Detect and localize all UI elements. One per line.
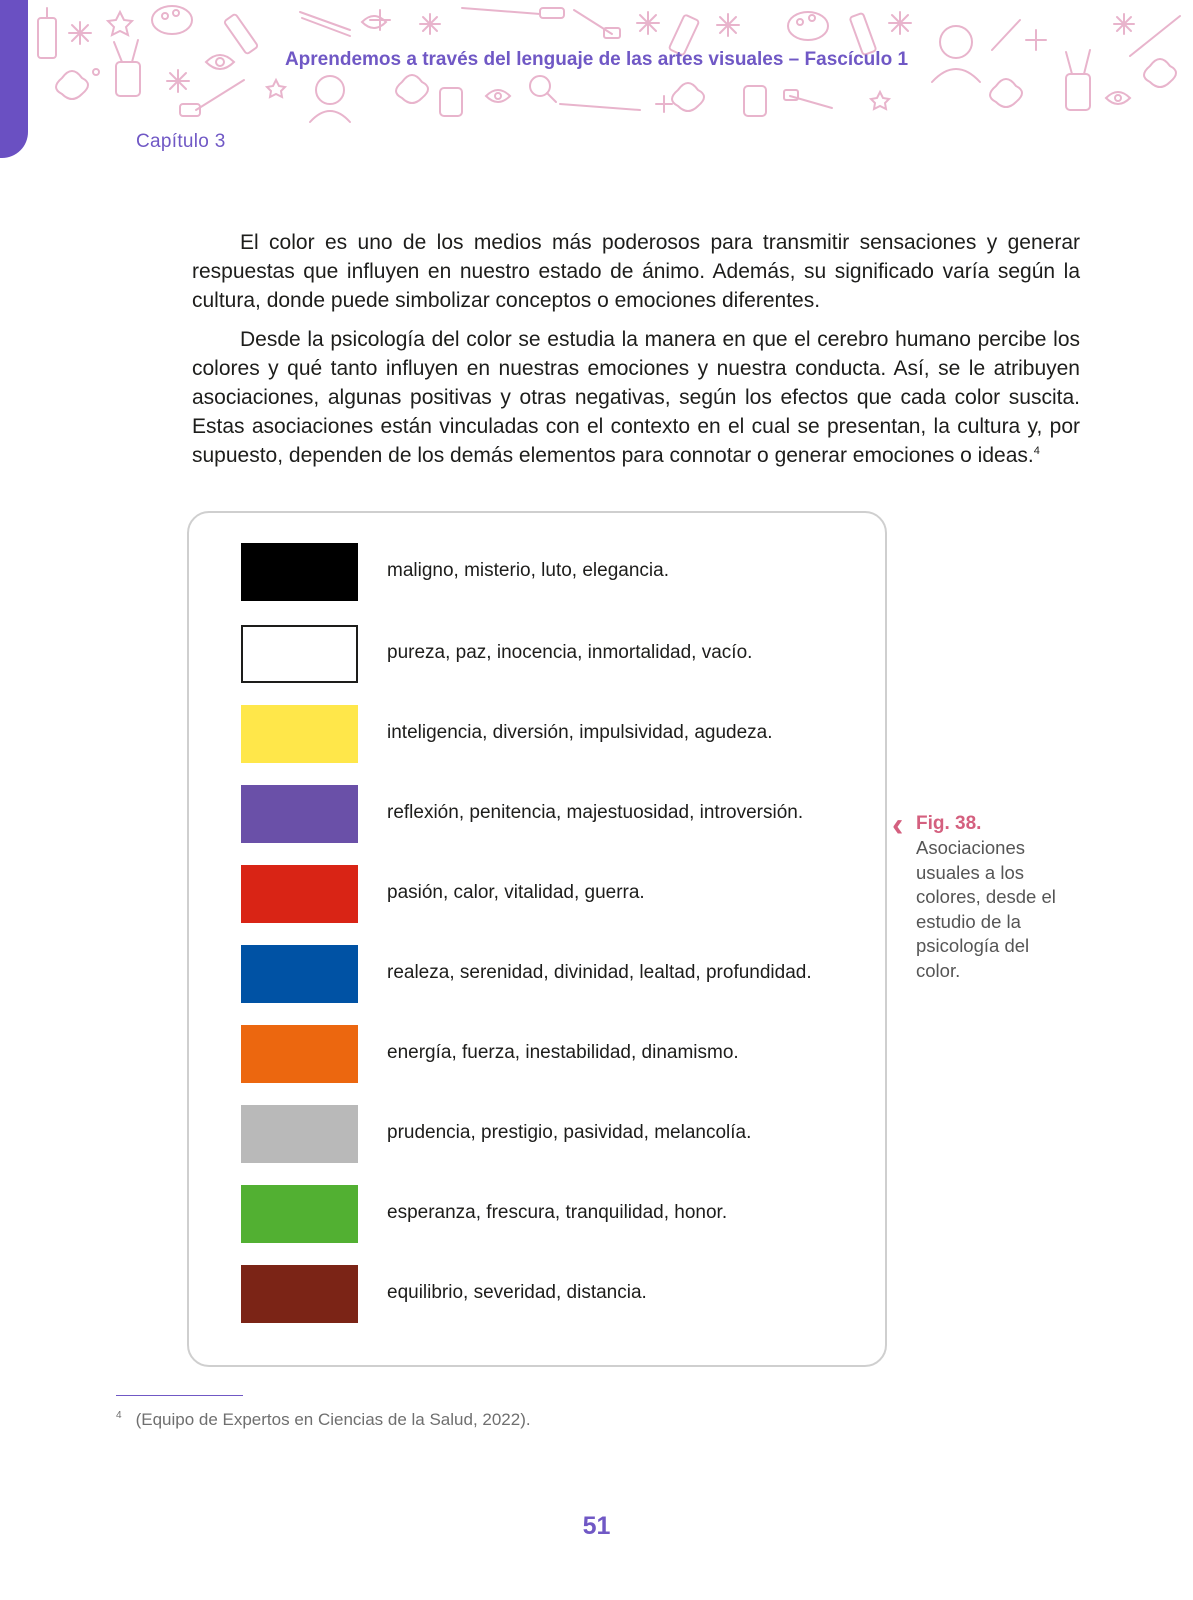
star-icon [108,12,132,35]
palette-icon [788,12,828,40]
sparkle-icon [167,70,189,92]
paragraph-text: El color es uno de los medios más poderosos para transmitir sensaciones y generar respuestas que influyen en nuestro estado de ánimo. Además, su significado varía según la cultura, donde puede simbolizar conceptos o emociones diferentes. [192,231,1080,312]
cup-icon [744,86,766,116]
color-associations-text: energía, fuerza, inestabilidad, dinamismo. [387,1042,739,1063]
color-associations-figure [187,511,887,1367]
sparkle-icon [1114,14,1134,34]
color-associations-text: realeza, serenidad, divinidad, lealtad, profundidad. [387,962,812,983]
color-swatch [241,705,358,763]
color-associations-text: inteligencia, diversión, impulsividad, agudeza. [387,722,773,743]
color-associations-text: equilibrio, severidad, distancia. [387,1282,647,1303]
paragraph [192,325,1080,470]
color-swatch [241,1185,358,1243]
sparkle-icon [69,22,91,44]
color-row-gray [189,1105,885,1165]
color-swatch [241,543,358,601]
brush-icon [180,80,244,116]
magnifier-icon [530,76,556,102]
color-row-green [189,1185,885,1245]
color-swatch [241,625,358,683]
figure-number: Fig. 38. [916,813,982,834]
paintbrush-icon [574,10,620,38]
color-associations-text: reflexión, penitencia, majestuosidad, introversión. [387,802,804,823]
color-associations-text: pasión, calor, vitalidad, guerra. [387,882,645,903]
color-associations-text: maligno, misterio, luto, elegancia. [387,560,669,581]
page-number: 51 [582,1512,611,1540]
paintbrush-icon [992,20,1020,50]
footnote-reference[interactable]: 4 [1033,445,1040,457]
sparkle-icon [889,12,911,34]
brush-icon [784,90,832,108]
star-icon [871,92,889,109]
color-swatch [241,945,358,1003]
paint-splash-icon [396,75,428,103]
chapter-tab-marker [0,0,28,158]
color-swatch [241,1025,358,1083]
paint-splash-icon [672,83,704,111]
footnote [116,1410,531,1430]
color-row-blue [189,945,885,1005]
eye-icon [1106,92,1130,104]
color-swatch [241,1265,358,1323]
color-associations-text: esperanza, frescura, tranquilidad, honor. [387,1202,728,1223]
color-row-yellow [189,705,885,765]
footnote-text: (Equipo de Expertos en Ciencias de la Salud, 2022). [135,1410,531,1429]
color-row-purple [189,785,885,845]
palette-icon [152,6,192,34]
running-header-title: Aprendemos a través del lenguaje de las artes visuales – Fascículo 1 [284,49,909,70]
color-swatch [241,785,358,843]
footnote-marker: 4 [116,1410,122,1421]
figure-caption-text: Asociaciones usuales a los colores, desde el estudio de la psicología del color. [916,837,1056,981]
sparkle-icon [420,14,440,34]
paint-splash-icon [990,79,1022,107]
eye-icon [362,16,386,28]
footnote-divider [116,1395,243,1396]
color-row-white [189,625,885,685]
star-icon [267,80,285,97]
pencil-icon [560,104,640,110]
color-row-brown [189,1265,885,1325]
sparkle-icon [1026,30,1046,50]
cup-icon [440,88,462,116]
brush-icon [462,8,564,18]
color-row-orange [189,1025,885,1085]
sparkle-icon [656,96,672,112]
chevron-left-icon: ‹ [892,806,904,844]
sparkle-icon [637,12,659,34]
paint-splash-icon [56,69,99,99]
color-swatch [241,1105,358,1163]
chapter-label: Capítulo 3 [136,131,226,152]
figure-caption [892,806,1066,983]
color-swatch [241,865,358,923]
color-associations-text: pureza, paz, inocencia, inmortalidad, vacío. [387,642,753,663]
sparkle-icon [717,14,739,36]
color-row-red [189,865,885,925]
paragraph [192,228,1080,315]
color-row-black [189,543,885,603]
color-associations-text: prudencia, prestigio, pasividad, melancolía. [387,1122,752,1143]
pencil-icon [300,12,350,36]
eye-icon [486,90,510,102]
body-text [192,228,1080,480]
paragraph-text: Desde la psicología del color se estudia la manera en que el cerebro humano percibe los colores y qué tanto influyen en nuestras emociones y nuestra conducta. Así, se le atribuyen asociaciones, algunas positivas y otras negativas, según los efectos que cada color suscita. Estas asociaciones están vinculadas con el contexto en el cual se presentan, la cultura y, por supuesto, dependen de los demás elementos para connotar o generar emociones o ideas. [192,328,1080,467]
bust-icon [310,76,350,122]
